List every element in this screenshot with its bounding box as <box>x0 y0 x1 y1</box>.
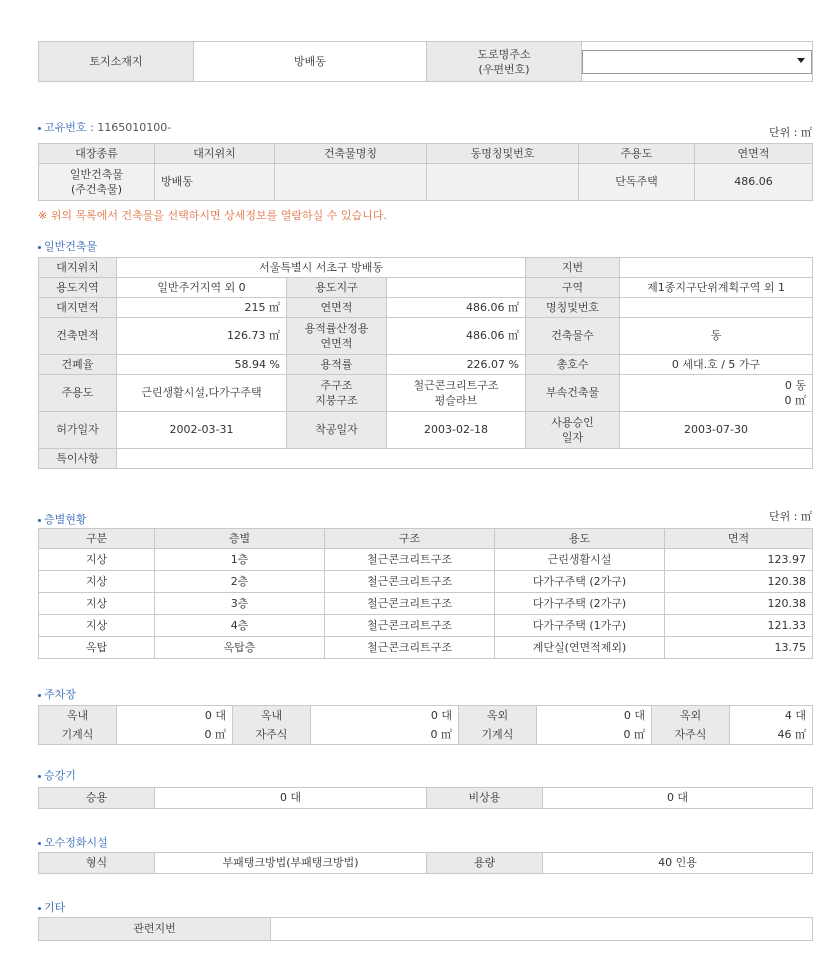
building-count-label: 건축물수 <box>526 318 620 355</box>
bullet-icon <box>38 246 41 249</box>
unique-number <box>38 119 171 135</box>
annex-value-line2: 0 ㎡ <box>784 394 806 407</box>
name-value <box>620 298 813 318</box>
bullet-icon <box>38 907 41 910</box>
site-location-label: 대지위치 <box>39 258 117 278</box>
building-list-table <box>38 143 813 201</box>
section-title-text: 주차장 <box>44 688 76 701</box>
building-kind-line2: (주건축물) <box>70 183 123 196</box>
area-value: 제1종지구단위계획구역 외 1 <box>620 278 813 298</box>
structure-label-line1: 주구조 <box>320 379 353 392</box>
parking-outdoor-self-count: 4 대 <box>730 706 813 726</box>
table-row <box>39 571 813 593</box>
section-title-etc <box>38 899 65 915</box>
parking-outdoor-self-area: 46 ㎡ <box>730 725 813 745</box>
special-value <box>117 449 813 469</box>
parking-indoor-self-count: 0 대 <box>311 706 459 726</box>
col-header: 구조 <box>325 529 495 549</box>
start-date-value: 2003-02-18 <box>387 412 526 449</box>
special-label: 특이사항 <box>39 449 117 469</box>
land-location-table <box>38 41 813 82</box>
floor-use: 다가구주택 (1가구) <box>495 615 665 637</box>
floor-use: 계단실(연면적제외) <box>495 637 665 659</box>
building-name[interactable] <box>275 164 427 201</box>
building-count-value: 동 <box>620 318 813 355</box>
far-area-value: 486.06 ㎡ <box>387 318 526 355</box>
sewage-capacity-value: 40 인용 <box>543 853 813 874</box>
floor-area-value: 486.06 ㎡ <box>387 298 526 318</box>
col-header: 동명칭및번호 <box>427 144 579 164</box>
floor-structure: 철근콘크리트구조 <box>325 593 495 615</box>
far-area-label-line2: 연면적 <box>320 337 353 350</box>
building-kind-line1: 일반건축물 <box>69 168 124 181</box>
etc-table <box>38 917 813 941</box>
floor-level: 3층 <box>155 593 325 615</box>
parking-mechanical-label: 기계식 <box>39 725 117 745</box>
selection-note: ※ 위의 목록에서 건축물을 선택하시면 상세정보를 열람하실 수 있습니다. <box>38 209 387 222</box>
district-label: 용도지구 <box>287 278 387 298</box>
building-location[interactable]: 방배동 <box>155 164 275 201</box>
floor-structure: 철근콘크리트구조 <box>325 637 495 659</box>
floor-area: 120.38 <box>665 571 813 593</box>
zone-label: 용도지역 <box>39 278 117 298</box>
col-header: 건축물명칭 <box>275 144 427 164</box>
table-row <box>39 549 813 571</box>
floor-use: 근린생활시설 <box>495 549 665 571</box>
section-title-text: 승강기 <box>44 769 76 782</box>
related-lot-label: 관련지번 <box>39 918 271 941</box>
section-title-text: 오수정화시설 <box>44 836 108 849</box>
col-header: 층별 <box>155 529 325 549</box>
elevator-passenger-label: 승용 <box>39 788 155 809</box>
zone-value: 일반주거지역 외 0 <box>117 278 287 298</box>
elevator-passenger-value: 0 대 <box>155 788 427 809</box>
floor-area-label: 연면적 <box>287 298 387 318</box>
table-row <box>39 593 813 615</box>
building-kind[interactable] <box>39 164 155 201</box>
floor-type: 옥탑 <box>39 637 155 659</box>
parking-self-label: 자주식 <box>233 725 311 745</box>
floor-level: 1층 <box>155 549 325 571</box>
parking-mechanical-label: 기계식 <box>459 725 537 745</box>
floor-type: 지상 <box>39 615 155 637</box>
parking-outdoor-label: 옥외 <box>459 706 537 726</box>
parking-indoor-label: 옥내 <box>233 706 311 726</box>
far-label: 용적률 <box>287 355 387 375</box>
general-building-table <box>38 257 813 469</box>
section-title-general <box>38 238 97 254</box>
floor-area: 123.97 <box>665 549 813 571</box>
sewage-type-label: 형식 <box>39 853 155 874</box>
bcr-value: 58.94 % <box>117 355 287 375</box>
floor-use: 다가구주택 (2가구) <box>495 571 665 593</box>
section-title-elevator <box>38 767 76 783</box>
start-date-label: 착공일자 <box>287 412 387 449</box>
parking-outdoor-mech-count: 0 대 <box>537 706 652 726</box>
col-header: 면적 <box>665 529 813 549</box>
floor-level: 4층 <box>155 615 325 637</box>
floors-unit-label: 단위 : ㎡ <box>769 510 812 523</box>
floors-table <box>38 528 813 659</box>
lot-number-value <box>620 258 813 278</box>
elevator-emergency-label: 비상용 <box>427 788 543 809</box>
parking-self-label: 자주식 <box>652 725 730 745</box>
parking-indoor-self-area: 0 ㎡ <box>311 725 459 745</box>
annex-value <box>620 375 813 412</box>
road-address-label <box>427 42 582 82</box>
sewage-type-value: 부패탱크방법(부패탱크방법) <box>155 853 427 874</box>
structure-value-line2: 평슬라브 <box>434 394 478 407</box>
approval-date-value: 2003-07-30 <box>620 412 813 449</box>
site-location-value: 서울특별시 서초구 방배동 <box>117 258 526 278</box>
structure-label-line2: 지붕구조 <box>315 394 358 407</box>
section-title-sewage <box>38 834 108 850</box>
col-header: 연면적 <box>695 144 813 164</box>
far-value: 226.07 % <box>387 355 526 375</box>
households-value: 0 세대.호 / 5 가구 <box>620 355 813 375</box>
site-area-value: 215 ㎡ <box>117 298 287 318</box>
bullet-icon <box>38 519 41 522</box>
section-title-parking <box>38 686 76 702</box>
floor-structure: 철근콘크리트구조 <box>325 549 495 571</box>
site-area-label: 대지면적 <box>39 298 117 318</box>
section-title-text: 일반건축물 <box>44 240 98 253</box>
lot-number-label: 지번 <box>526 258 620 278</box>
section-title-text: 기타 <box>44 901 66 914</box>
col-header: 대지위치 <box>155 144 275 164</box>
households-label: 총호수 <box>526 355 620 375</box>
building-list-row[interactable] <box>39 164 813 201</box>
building-area-value: 126.73 ㎡ <box>117 318 287 355</box>
sewage-capacity-label: 용량 <box>427 853 543 874</box>
related-lot-value <box>271 918 813 941</box>
building-use[interactable]: 단독주택 <box>579 164 695 201</box>
floor-area: 13.75 <box>665 637 813 659</box>
floor-type: 지상 <box>39 571 155 593</box>
table-row <box>39 615 813 637</box>
main-use-label: 주용도 <box>39 375 117 412</box>
bullet-icon <box>38 775 41 778</box>
floor-structure: 철근콘크리트구조 <box>325 571 495 593</box>
building-list-header <box>39 144 813 164</box>
land-location-value: 방배동 <box>194 42 427 82</box>
floor-type: 지상 <box>39 593 155 615</box>
floor-area: 121.33 <box>665 615 813 637</box>
road-address-label-line1: 도로명주소 <box>477 47 531 61</box>
building-dong[interactable] <box>427 164 579 201</box>
elevator-emergency-value: 0 대 <box>543 788 813 809</box>
floor-use: 다가구주택 (2가구) <box>495 593 665 615</box>
bcr-label: 건폐율 <box>39 355 117 375</box>
bullet-icon <box>38 842 41 845</box>
floor-level: 2층 <box>155 571 325 593</box>
elevator-table <box>38 787 813 809</box>
approval-date-label-line2: 일자 <box>561 431 584 444</box>
building-area[interactable]: 486.06 <box>695 164 813 201</box>
sewage-table <box>38 852 813 874</box>
col-header: 구분 <box>39 529 155 549</box>
floor-area: 120.38 <box>665 593 813 615</box>
structure-label <box>287 375 387 412</box>
floor-type: 지상 <box>39 549 155 571</box>
name-label: 명칭및번호 <box>526 298 620 318</box>
col-header: 주용도 <box>579 144 695 164</box>
unique-number-value: 1165010100- <box>97 121 172 134</box>
floor-structure: 철근콘크리트구조 <box>325 615 495 637</box>
col-header: 용도 <box>495 529 665 549</box>
far-area-label-line1: 용적률산정용 <box>304 322 369 335</box>
chevron-down-icon <box>797 58 805 63</box>
section-title-text: 층별현황 <box>44 513 87 526</box>
parking-indoor-mech-count: 0 대 <box>117 706 233 726</box>
section-title-floors <box>38 511 87 527</box>
permit-date-label: 허가일자 <box>39 412 117 449</box>
land-location-label: 토지소재지 <box>39 42 194 82</box>
road-address-label-line2: (우편번호) <box>478 62 530 76</box>
parking-outdoor-mech-area: 0 ㎡ <box>537 725 652 745</box>
area-label: 구역 <box>526 278 620 298</box>
structure-value-line1: 철근콘크리트구조 <box>413 379 499 392</box>
unit-label: 단위 : ㎡ <box>769 126 812 139</box>
table-row <box>39 637 813 659</box>
floors-header <box>39 529 813 549</box>
permit-date-value: 2002-03-31 <box>117 412 287 449</box>
parking-indoor-mech-area: 0 ㎡ <box>117 725 233 745</box>
approval-date-label-line1: 사용승인 <box>551 416 594 429</box>
parking-table <box>38 705 813 745</box>
structure-value <box>387 375 526 412</box>
bullet-icon <box>38 694 41 697</box>
parking-outdoor-label: 옥외 <box>652 706 730 726</box>
road-address-select[interactable] <box>582 50 812 74</box>
district-value <box>387 278 526 298</box>
floor-level: 옥탑층 <box>155 637 325 659</box>
parking-indoor-label: 옥내 <box>39 706 117 726</box>
main-use-value: 근린생활시설,다가구주택 <box>117 375 287 412</box>
bullet-icon <box>38 127 41 130</box>
annex-label: 부속건축물 <box>526 375 620 412</box>
col-header: 대장종류 <box>39 144 155 164</box>
far-area-label <box>287 318 387 355</box>
building-area-label: 건축면적 <box>39 318 117 355</box>
annex-value-line1: 0 동 <box>784 379 806 392</box>
approval-date-label <box>526 412 620 449</box>
unique-number-label: 고유번호 : <box>44 121 94 134</box>
